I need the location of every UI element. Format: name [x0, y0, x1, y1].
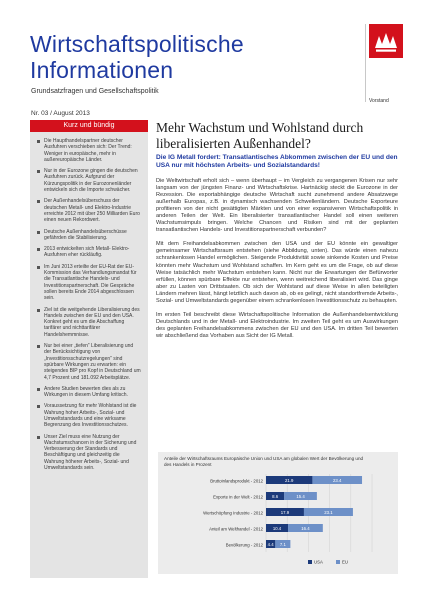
article-lead: Die IG Metall fordert: Transatlantisches Abkommen zwischen der EU und den USA nur mit höchsten Arbeits- und Sozialstandards! [156, 154, 398, 169]
summary-item: Unser Ziel muss eine Nutzung der Wachstumschancen in der Sicherung und Verbesserung der Standards und Beschäftigung und gleichzeitig die Wahrung höherer Arbeits-, Sozial- und Umweltstandards sein. [37, 434, 141, 472]
summary-list [30, 132, 148, 471]
stacked-bar-chart [158, 452, 398, 574]
summary-item: Die Haupthandelspartner deutscher Ausfuhren verschieben sich: Der Trend: Weniger in europäische, mehr in außereuropäische Länder. [37, 138, 141, 163]
figure-trade-share [158, 452, 398, 574]
publication-subtitle: Grundsatzfragen und Gesellschaftspolitik [31, 88, 159, 95]
data-label: 23.4 [333, 478, 342, 483]
publication-title-line2: Informationen [30, 57, 174, 83]
legend-swatch [308, 560, 312, 564]
article-paragraph: Im ersten Teil beschreibt diese Wirtschaftspolitische Information die Außenhandelsentwicklung Deutschlands und in der Metall- und Elektroindustrie. Im zweiten Teil geht es um Auswirkungen des geplanten Freihandelsabkommens zwischen der EU und den USA. Im dritten Teil bewerten wir abschließend das Vorhaben aus Sicht der IG Metall. [156, 311, 398, 339]
summary-item: Der Außenhandelsüberschuss der deutschen Metall- und Elektro-Industrie erreichte 2012 mit über 250 Milliarden Euro einen neuen Rekordwert. [37, 198, 141, 223]
legend-swatch [336, 560, 340, 564]
article-headline: Mehr Wachstum und Wohlstand durch liberalisierten Außenhandel? [156, 120, 364, 151]
legend-label: USA [314, 559, 323, 565]
summary-item: Im Juni 2013 erteilte der EU-Rat der EU-Kommission das Verhandlungsmandat für die Transatlantische Handels- und Investitionspartnerschaft. Die Gespräche sollen bereits Ende 2014 abgeschlossen sein. [37, 264, 141, 302]
summary-item: Voraussetzung für mehr Wohlstand ist die Wahrung hoher Arbeits-, Sozial- und Umweltstandards und eine wirksame Begrenzung des Investitionsschutzes. [37, 403, 141, 428]
summary-item: Andere Studien bewerten dies als zu Wirkungen in diesem Umfang kritisch. [37, 386, 141, 399]
figure-title: Anteile der Wirtschaftsraums Europäische Union und USA am globalen Wert der Bevölkerung und des Handels in Prozent [164, 456, 364, 467]
data-label: 16.4 [301, 526, 310, 531]
category-label: Exporte in der Welt - 2012 [213, 494, 263, 500]
logo-block [365, 24, 403, 102]
issue-label: Nr. 03 / August 2013 [31, 110, 90, 117]
data-label: 17.9 [280, 510, 290, 515]
article-paragraph: Die Weltwirtschaft erholt sich – wenn überhaupt – im Vergleich zu vergangenen Krisen nur sehr langsam von der jüngsten Finanz- und Wirtschaftskrise. Hartnäckig steckt die Eurozone in der Rezession. Die exportabhängige deutsche Wirtschaft sucht zunehmend andere Absatzwege außerhalb Europas, z.B. in dynamisch wachsenden Schwellenländern. Deutsche Exporteure profitieren von der nicht gesättigten Märkten und von einer expansiveren Wirtschaftspolitik in anderen Teilen der Welt. Ein liberalisierter transatlantischer Handel soll einen weiteren Wachstumsimpuls bringen. Welche Chancen und Risiken sind mit der geplanten transatlantischen Handels- und Investitionspartnerschaft verbunden? [156, 178, 398, 234]
sidebar-heading: Kurz und bündig [30, 120, 148, 132]
data-label: 21.9 [285, 478, 294, 483]
article-paragraph: Mit dem Freihandelsabkommen zwischen den USA und der EU könnte ein gewaltiger gemeinsamer Wirtschaftsraum entstehen (siehe Abbildung, unten). Das würde einen nahezu schrankenlosen Handel ermöglichen. Steigende Produktivität sowie sinkende Kosten und Preise könnten mehr Wachstum und Wohlstand schaffen. Im Kern geht es um die Frage, ob auf diese Weise tatsächlich mehr Wachstum entstehen kann. Nicht nur die Erwartungen der Befürworter erfüllen, können spürbare Effekte nur entstehen, wenn weitreichend liberalisiert wird. Das ginge aber zu Lasten von Drittstaaten. Ob sich der Wohlstand auf diese Weise in allen beteiligten Ländern mehren lässt, hängt letztlich auch davon ab, ob es gelingt, nicht standortfremde Arbeits-, Sozial- und Umweltstandards gegenüber einem schrankenlosen Investitionsschutz zu behaupten. [156, 241, 398, 304]
article [156, 120, 398, 340]
category-label: Bruttoinlandsprodukt - 2012 [210, 478, 263, 484]
legend-label: EU [342, 559, 348, 565]
data-label: 8.6 [272, 494, 279, 499]
summary-item: 2013 entwickelten sich Metall- Elektro-Ausfuhren eher rückläufig. [37, 246, 141, 259]
summary-sidebar [30, 120, 148, 578]
category-label: Wertschöpfung Industrie - 2012 [203, 510, 263, 516]
data-label: 7.1 [279, 542, 286, 547]
category-label: Bevölkerung - 2012 [225, 542, 263, 548]
summary-item: Nur bei einer „tiefen“ Liberalisierung und der Berücksichtigung von „Investitionsschutzregelungen“ sind spürbare Wirkungen zu erwarten: ein steigendes BIP pro Kopf in Deutschland um 4,7 Prozent und 181.092 Arbeitsplätze. [37, 343, 141, 381]
publication-title [30, 31, 360, 83]
category-label: Anteil am Welthandel - 2012 [209, 526, 263, 532]
data-label: 23.1 [324, 510, 333, 515]
summary-item: Ziel ist die weitgehende Liberalisierung des Handels zwischen der EU und den USA. Konkret geht es um die Abschaffung tarifärer und nichttarifärer Handelshemmnisse. [37, 307, 141, 338]
igmetall-logo-icon [369, 24, 403, 58]
data-label: 4.4 [267, 542, 274, 547]
data-label: 15.4 [296, 494, 305, 499]
logo-caption: Vorstand [369, 98, 389, 104]
summary-item: Nur in der Eurozone gingen die deutschen Ausfuhren zurück. Aufgrund der Kürzungspolitik in der Eurozonenländer entwickeln sich die Importe schwächer. [37, 168, 141, 193]
publication-title-line1: Wirtschaftspolitische [30, 31, 244, 57]
summary-item: Deutsche Außenhandelsüberschüsse gefährden die Stabilisierung. [37, 229, 141, 242]
data-label: 10.4 [272, 526, 282, 531]
